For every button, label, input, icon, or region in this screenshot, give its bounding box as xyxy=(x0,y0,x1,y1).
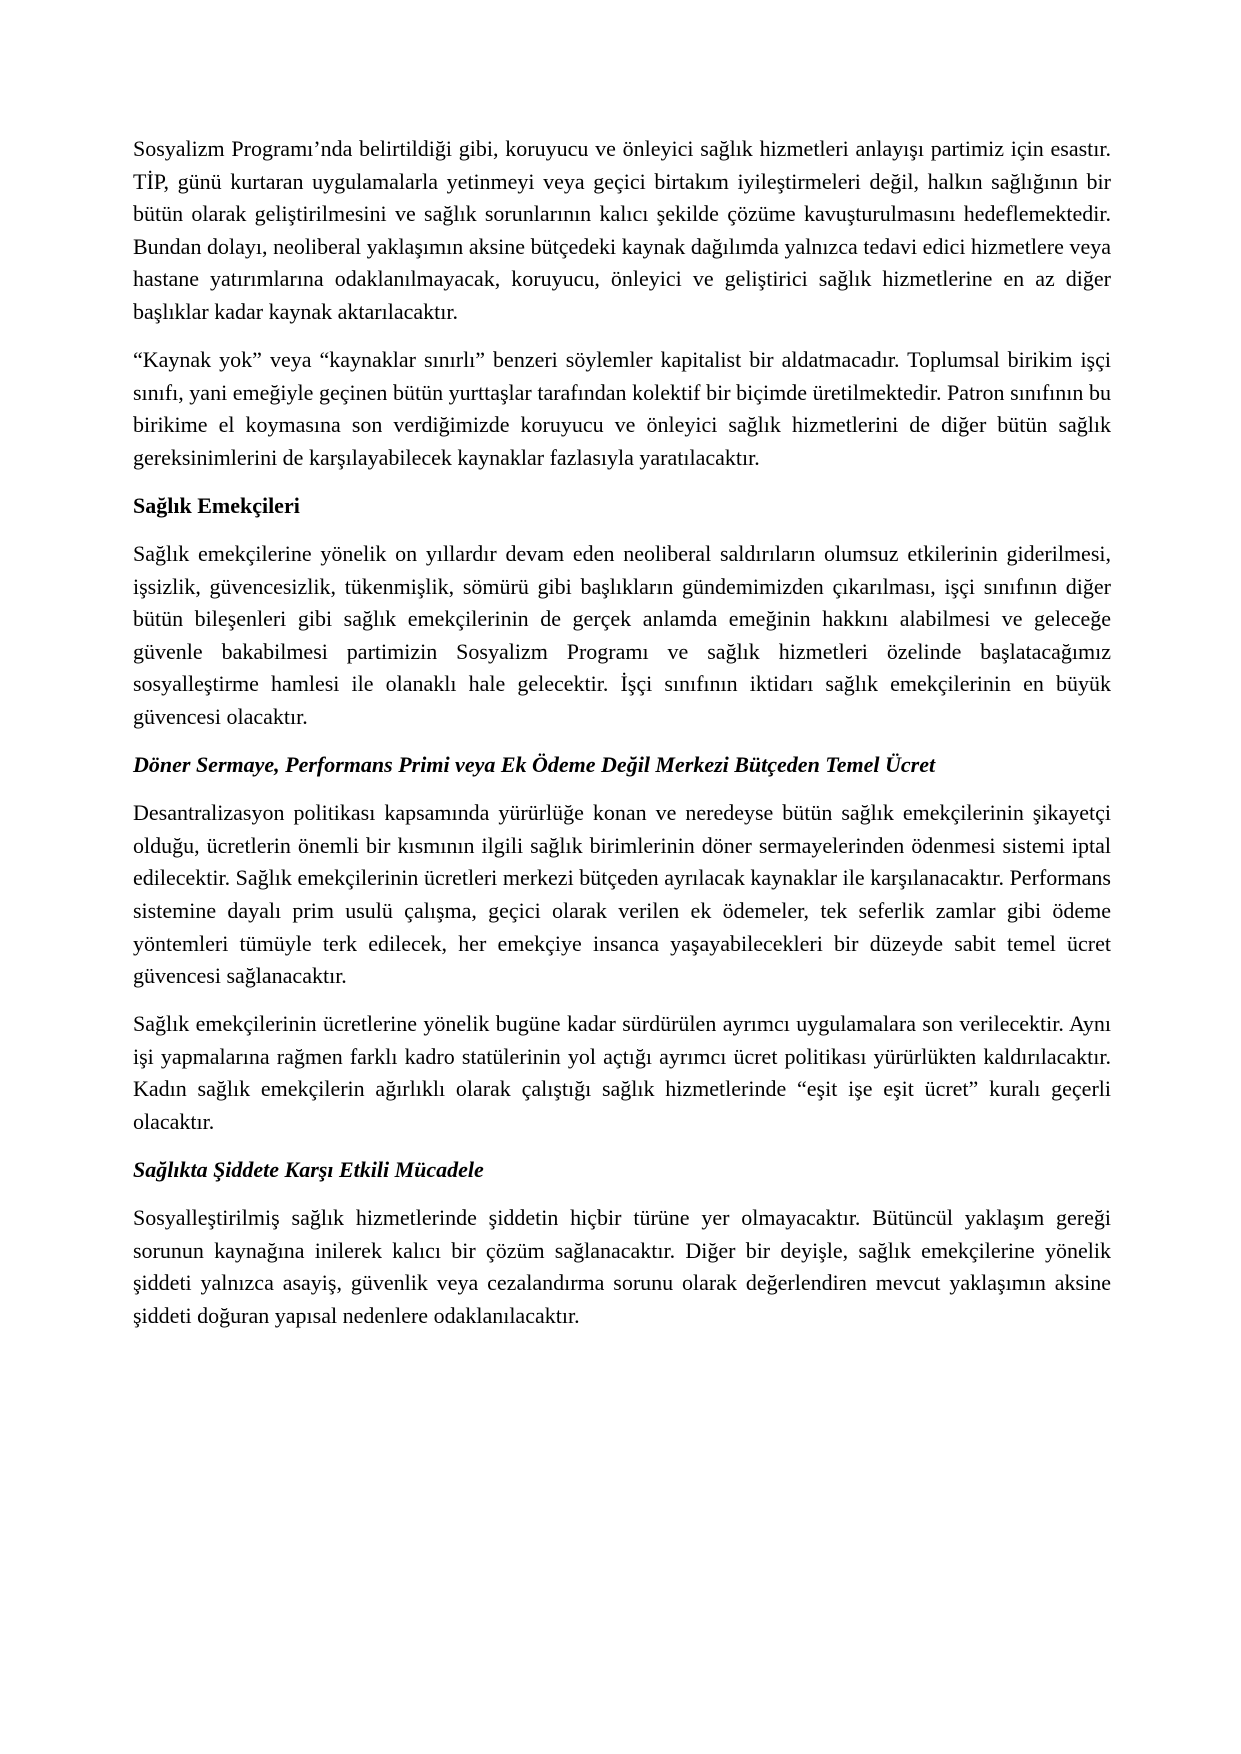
subsection-heading-central-budget-wage: Döner Sermaye, Performans Primi veya Ek Ödeme Değil Merkezi Bütçeden Temel Ücret xyxy=(133,752,936,778)
paragraph-preventive-health: Sosyalizm Programı’nda belirtildiği gibi, koruyucu ve önleyici sağlık hizmetleri anlayışı partimiz için esastır. TİP, günü kurtaran uygulamalarla yetinmeyi veya geçici birtakım iyileştirmeleri değil, halkın sağlığının bir bütün olarak geliştirilmesini ve sağlık sorunlarının kalıcı şekilde çözüme kavuşturulmasını hedeflemektedir. Bundan dolayı, neoliberal yaklaşımın aksine bütçedeki kaynak dağılımda yalnızca tedavi edici hizmetlere veya hastane yatırımlarına odaklanılmayacak, koruyucu, önleyici ve geliştirici sağlık hizmetlerine en az diğer başlıklar kadar kaynak aktarılacaktır. xyxy=(133,136,1111,324)
section-heading-health-workers: Sağlık Emekçileri xyxy=(133,492,300,518)
paragraph-violence-structural-causes: Sosyalleştirilmiş sağlık hizmetlerinde şiddetin hiçbir türüne yer olmayacaktır. Bütüncül yaklaşım gereği sorunun kaynağına inilerek kalıcı bir çözüm sağlanacaktır. Diğer bir deyişle, sağlık emekçilerine yönelik şiddeti yalnızca asayiş, güvenlik veya cezalandırma sorunu olarak değerlendiren mevcut yaklaşımın aksine şiddeti doğuran yapısal nedenlere odaklanılacaktır. xyxy=(133,1205,1111,1328)
paragraph-decentralization-wages: Desantralizasyon politikası kapsamında yürürlüğe konan ve neredeyse bütün sağlık emekçilerinin şikayetçi olduğu, ücretlerin önemli bir kısmının ilgili sağlık birimlerinin döner sermayelerinden ödenmesi sistemi iptal edilecektir. Sağlık emekçilerinin ücretleri merkezi bütçeden ayrılacak kaynaklar ile karşılanacaktır. Performans sistemine dayalı prim usulü çalışma, geçici olarak verilen ek ödemeler, tek seferlik zamlar gibi ödeme yöntemleri tümüyle terk edilecek, her emekçiye insanca yaşayabilecekleri bir düzeyde sabit temel ücret güvencesi sağlanacaktır. xyxy=(133,800,1111,989)
paragraph-equal-pay: Sağlık emekçilerinin ücretlerine yönelik bugüne kadar sürdürülen ayrımcı uygulamalara son verilecektir. Aynı işi yapmalarına rağmen farklı kadro statülerinin yol açtığı ayrımcı ücret politikası yürürlükten kaldırılacaktır. Kadın sağlık emekçilerin ağırlıklı olarak çalıştığı sağlık hizmetlerinde “eşit işe eşit ücret” kuralı geçerli olacaktır. xyxy=(133,1011,1111,1135)
paragraph-health-workers-rights: Sağlık emekçilerine yönelik on yıllardır devam eden neoliberal saldırıların olumsuz etkilerinin giderilmesi, işsizlik, güvencesizlik, tükenmişlik, sömürü gibi başlıkların gündemimizden çıkarılması, işçi sınıfının diğer bütün bileşenleri gibi sağlık emekçilerinin de gerçek anlamda emeğinin hakkını alabilmesi ve geleceğe güvenle bakabilmesi partimizin Sosyalizm Programı ve sağlık hizmetleri özelinde başlatacağımız sosyalleştirme hamlesi ile olanaklı hale gelecektir. İşçi sınıfının iktidarı sağlık emekçilerinin en büyük güvencesi olacaktır. xyxy=(133,541,1111,729)
document-text-body xyxy=(133,133,1111,1348)
paragraph-resources-claim: “Kaynak yok” veya “kaynaklar sınırlı” benzeri söylemler kapitalist bir aldatmacadır. Toplumsal birikim işçi sınıfı, yani emeğiyle geçinen bütün yurttaşlar tarafından kolektif bir biçimde üretilmektedir. Patron sınıfının bu birikime el koymasına son verdiğimizde koruyucu ve önleyici sağlık hizmetlerini de diğer bütün sağlık gereksinimlerini de karşılayabilecek kaynaklar fazlasıyla yaratılacaktır. xyxy=(133,347,1111,470)
subsection-heading-violence-in-health: Sağlıkta Şiddete Karşı Etkili Mücadele xyxy=(133,1157,484,1183)
